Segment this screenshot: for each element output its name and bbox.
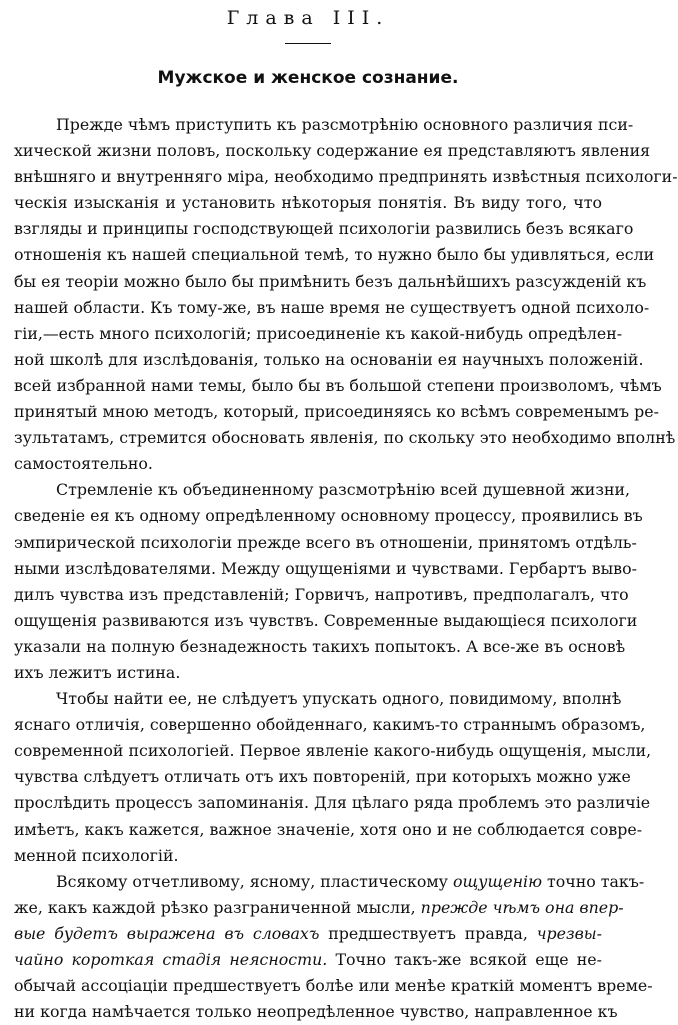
text-run: имѣетъ, какъ кажется, важное значеніе, хотя оно и не соблюдается совре- bbox=[14, 819, 643, 839]
text-run: же, какъ каждой рѣзко разграниченной мысли, bbox=[14, 897, 421, 917]
text-line bbox=[14, 738, 652, 764]
text-line bbox=[14, 373, 662, 399]
text-run: обычай ассоціаціи предшествуетъ болѣе или менѣе краткій моментъ време- bbox=[14, 976, 653, 996]
text-run: взгляды и принципы господствующей психологіи развились безъ всякаго bbox=[14, 219, 634, 239]
text-run: ной школѣ для изслѣдованія, только на основаніи ея научныхъ положеній. bbox=[14, 349, 644, 369]
heading-divider bbox=[285, 43, 331, 44]
body-text bbox=[14, 112, 678, 1025]
text-run: принятый мною методъ, который, присоединяясь ко всѣмъ современымъ ре- bbox=[14, 402, 659, 422]
text-line bbox=[14, 242, 655, 268]
text-line bbox=[14, 556, 637, 582]
text-run: предшествуетъ правда, bbox=[319, 923, 537, 943]
text-line bbox=[14, 608, 638, 634]
text-run: ощущенія развиваются изъ чувствъ. Современные выдающіеся психологи bbox=[14, 610, 638, 630]
text-run: отношенія къ нашей специальной темѣ, то нужно было бы удивляться, если bbox=[14, 245, 655, 265]
text-run: Точно такъ-же всякой еще не- bbox=[327, 950, 602, 969]
text-run: зультатамъ, стремится обосновать явленія, по скольку это необходимо вполнѣ bbox=[14, 428, 676, 448]
text-run: хической жизни половъ, поскольку содержание ея представляютъ явления bbox=[14, 141, 651, 161]
text-line bbox=[14, 269, 647, 295]
text-run: указали на полную безнадежность такихъ попытокъ. А все-же въ основѣ bbox=[14, 636, 626, 656]
italic-text: чрезвы- bbox=[536, 923, 602, 943]
text-run: внѣшняго и внутренняго міра, необходимо предпринять извѣстныя психологи- bbox=[14, 167, 678, 187]
text-run: ческія изысканія и установить нѣкоторыя понятія. Въ виду того, что bbox=[14, 193, 602, 213]
text-line bbox=[14, 530, 637, 556]
text-run: дилъ чувства изъ представленій; Горвичъ, напротивъ, предполагалъ, что bbox=[14, 584, 629, 604]
text-line bbox=[14, 921, 602, 947]
text-run: ными изслѣдователями. Между ощущеніями и чувствами. Гербартъ выво- bbox=[14, 558, 637, 578]
text-line bbox=[14, 138, 651, 164]
italic-text: прежде чѣмъ она впер- bbox=[420, 897, 624, 917]
text-line bbox=[14, 451, 602, 477]
italic-text: вые будетъ выражена въ словахъ bbox=[14, 923, 320, 943]
text-run: Прежде чѣмъ приступить къ разсмотрѣнію основного различия пси- bbox=[56, 115, 634, 134]
section-title: Мужское и женское сознание. bbox=[157, 68, 459, 88]
text-run: ни когда намѣчается только неопредѣленное чувство, направленное къ bbox=[14, 1002, 618, 1022]
text-line bbox=[14, 425, 676, 451]
text-run: Стремленіе къ объединенному разсмотрѣнію всей душевной жизни, bbox=[56, 480, 631, 500]
text-run: гіи,—есть много психологій; присоединеніе къ какой-нибудь опредѣлен- bbox=[14, 323, 623, 343]
text-run: ихъ лежитъ истина. bbox=[14, 662, 181, 682]
text-run: прослѣдить процессъ запоминанія. Для цѣлаго ряда проблемъ это различіе bbox=[14, 793, 651, 813]
text-line bbox=[14, 686, 622, 712]
italic-text: ощущенію bbox=[452, 871, 542, 891]
text-run: сведеніе ея къ одному опредѣленному основному процессу, проявились въ bbox=[14, 506, 643, 526]
text-line bbox=[14, 112, 634, 138]
text-run: точно такъ- bbox=[542, 871, 645, 891]
text-line bbox=[14, 399, 659, 425]
text-line bbox=[14, 817, 643, 843]
text-line bbox=[14, 895, 624, 921]
text-line bbox=[14, 321, 623, 347]
italic-text: чайно короткая стадія неясности. bbox=[14, 950, 328, 969]
chapter-heading: Глава III. bbox=[226, 7, 390, 29]
text-line bbox=[14, 790, 651, 816]
text-run: современной психологіей. Первое явленіе какого-нибудь ощущенія, мысли, bbox=[14, 741, 652, 761]
text-line bbox=[14, 712, 646, 738]
text-line bbox=[14, 347, 644, 373]
text-run: менной психологій. bbox=[14, 845, 179, 865]
text-line bbox=[14, 582, 629, 608]
text-run: Чтобы найти ее, не слѣдуетъ упускать одного, повидимому, вполнѣ bbox=[56, 689, 622, 709]
text-line bbox=[14, 947, 602, 973]
text-line bbox=[14, 295, 650, 321]
text-run: яснаго отличія, совершенно обойденнаго, какимъ-то страннымъ образомъ, bbox=[14, 715, 646, 735]
text-run: чувства слѣдуетъ отличать отъ ихъ повтореній, при которыхъ можно уже bbox=[14, 767, 631, 787]
text-run: Всякому отчетливому, ясному, пластическому bbox=[56, 871, 453, 891]
text-run: всей избранной нами темы, было бы въ большой степени произволомъ, чѣмъ bbox=[14, 375, 662, 395]
text-line bbox=[14, 843, 602, 869]
text-run: нашей области. Къ тому-же, въ наше время не существуетъ одной психоло- bbox=[14, 297, 650, 317]
text-line bbox=[14, 216, 634, 242]
text-line bbox=[14, 764, 631, 790]
text-line bbox=[14, 634, 626, 660]
text-run: эмпирической психологіи прежде всего въ отношеніи, принятомъ отдѣль- bbox=[14, 532, 637, 552]
text-line bbox=[14, 999, 618, 1025]
text-line bbox=[14, 660, 602, 686]
text-run: бы ея теоріи можно было бы примѣнить безъ дальнѣйшихъ разсужденій къ bbox=[14, 271, 647, 291]
text-line bbox=[14, 477, 631, 503]
text-run: самостоятельно. bbox=[14, 454, 153, 474]
text-line bbox=[14, 164, 678, 190]
text-line bbox=[14, 973, 653, 999]
text-line bbox=[14, 503, 643, 529]
text-line bbox=[14, 190, 602, 216]
text-line bbox=[14, 869, 645, 895]
